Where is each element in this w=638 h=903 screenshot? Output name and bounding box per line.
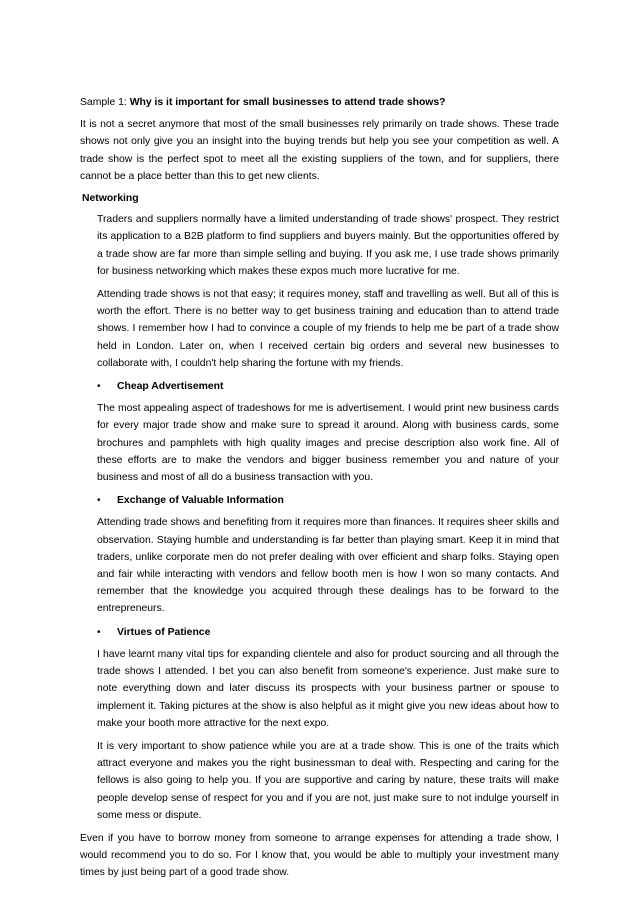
networking-heading: Networking: [82, 193, 139, 205]
sample-label: Sample 1:: [80, 97, 127, 108]
advertisement-paragraph: The most appealing aspect of tradeshows for me is advertisement. I would print new business cards for every major trade show and make sure to spread it around. Along with business cards, some brochures and pamphlets with high quality images and precise description also work fine. All of these efforts are to make the vendors and bigger business remember you and nature of your business and most of all do a business transaction with you.: [97, 403, 559, 484]
patience-paragraph-1: I have learnt many vital tips for expanding clientele and also for product sourcing and all through the trade shows I attended. I bet you can also benefit from someone's experience. Just make sure to note everything down and later discuss its prospects with your business partner or spouse to implement it. Taking pictures at the show is also helpful as it might give you new ideas about how to make your booth more attractive for the next expo.: [97, 648, 559, 729]
networking-paragraph-2: Attending trade shows is not that easy; it requires money, staff and travelling as well. But all of this is worth the effort. There is no better way to get business training and education than to attend trade shows. I remember how I had to convince a couple of my friends to help me be part of a trade show held in London. Later on, when I received certain big orders and several new businesses to collaborate with, I couldn't help sharing the fortune with my friends.: [97, 289, 559, 369]
bullet-icon: •: [97, 626, 101, 638]
intro-paragraph: It is not a secret anymore that most of the small businesses rely primarily on trade shows. These trade shows not only give you an insight into the buying trends but help you see your competition as well. A trade show is the perfect spot to meet all the existing suppliers of the town, and for suppliers, there cannot be a place better than this to get new clients.: [80, 119, 559, 182]
information-paragraph: Attending trade shows and benefiting from it requires more than finances. It requires sheer skills and observation. Staying humble and understanding is far better than playing smart. Keep it in mind that traders, unlike corporate men do not prefer dealing with over efficient and sharp folks. Staying open and fair while interacting with vendors and fellow booth men is how I won so many contacts. And remember that the knowledge you acquired through these dealings has to be forward to the entrepreneurs.: [97, 517, 559, 615]
networking-paragraph-1: Traders and suppliers normally have a limited understanding of trade shows' prospect. They restrict its application to a B2B platform to find suppliers and buyers mainly. But the opportunities offered by a trade show are far more than simple selling and buying. If you ask me, I use trade shows primarily for business networking which makes these expos much more lucrative for me.: [97, 214, 559, 277]
bullet-exchange-information: [80, 492, 559, 509]
bullet-label: Virtues of Patience: [117, 626, 211, 638]
bullet-cheap-advertisement: [80, 378, 559, 395]
bullet-icon: •: [97, 495, 101, 507]
bullet-virtues-patience: [80, 624, 559, 641]
patience-paragraph-2: It is very important to show patience while you are at a trade show. This is one of the traits which attract everyone and makes you the right businessman to deal with. Respecting and caring for the fellows is also going to help you. If you are supportive and caring by nature, these traits will make people develop sense of respect for you and if you are not, just make sure to not indulge yourself in some mess or dispute.: [97, 740, 559, 821]
bullet-label: Cheap Advertisement: [117, 381, 224, 393]
closing-paragraph: Even if you have to borrow money from someone to arrange expenses for attending a trade show, I would recommend you to do so. For I know that, you would be able to multiply your investment many times by just being part of a good trade show.: [80, 832, 559, 879]
document-page: [80, 94, 559, 882]
sample-heading: [80, 94, 559, 111]
bullet-label: Exchange of Valuable Information: [117, 495, 284, 507]
bullet-icon: •: [97, 381, 101, 393]
document-title: Why is it important for small businesses to attend trade shows?: [129, 97, 446, 108]
